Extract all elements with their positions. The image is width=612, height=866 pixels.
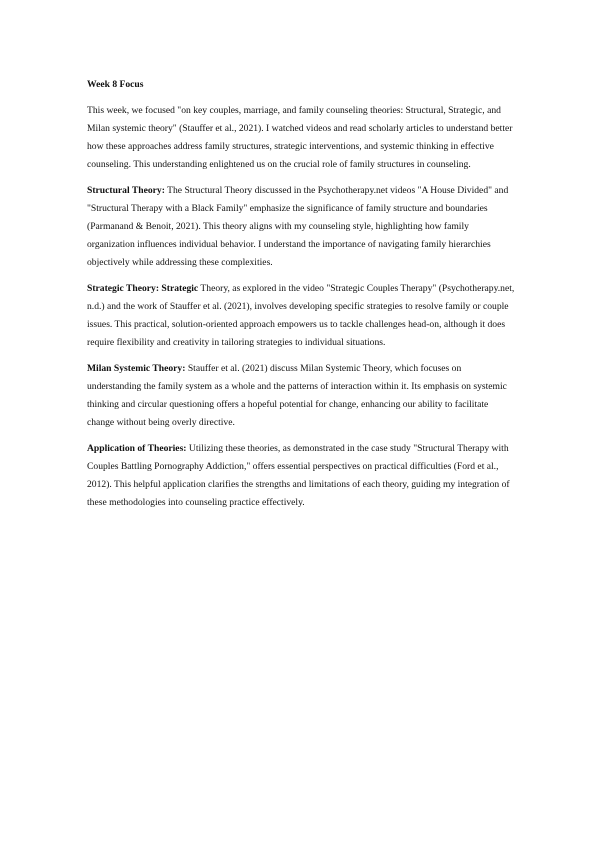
structural-theory-body: The Structural Theory discussed in the Psychotherapy.net videos "A House Divided" and "Structural Therapy with a Black Family" emphasize the significance of family structure and boundaries (Parmanand & Benoit, 2021). This theory aligns with my counseling style, highlighting how family organization influences individual behavior. I understand the importance of navigating family hierarchies objectively while addressing these complexities. (87, 185, 509, 268)
strategic-theory-body: Theory, as explored in the video "Strategic Couples Therapy" (Psychotherapy.net, n.d.) and the work of Stauffer et al. (2021), involves developing specific strategies to resolve family or couple issues. This practical, solution-oriented approach empowers us to tackle challenges head-on, although it does require flexibility and creativity in tailoring strategies to individual situations. (87, 283, 515, 348)
milan-systemic-theory-heading: Milan Systemic Theory: (87, 363, 186, 374)
application-of-theories-body: Utilizing these theories, as demonstrated in the case study "Structural Therapy with Couples Battling Pornography Addiction," offers essential perspectives on practical difficulties (Ford et al., 2012). This helpful application clarifies the strengths and limitations of each theory, guiding my integration of these methodologies into counseling practice effectively. (87, 443, 510, 508)
intro-paragraph: This week, we focused "on key couples, marriage, and family counseling theories: Structural, Strategic, and Milan systemic theory" (Stauffer et al., 2021). I watched videos and read scholarly articles to understand better how these approaches address family structures, strategic interventions, and systemic thinking in effective counseling. This understanding enlightened us on the crucial role of family structures in counseling. (87, 105, 513, 170)
structural-theory-paragraph (87, 182, 517, 272)
milan-systemic-theory-paragraph (87, 360, 517, 432)
strategic-theory-heading: Strategic Theory: Strategic (87, 283, 199, 294)
structural-theory-heading: Structural Theory: (87, 185, 165, 196)
application-of-theories-paragraph (87, 440, 517, 512)
document-body (87, 76, 517, 520)
application-of-theories-heading: Application of Theories: (87, 443, 187, 454)
document-title: Week 8 Focus (87, 79, 144, 90)
strategic-theory-paragraph (87, 280, 517, 352)
milan-systemic-theory-body: Stauffer et al. (2021) discuss Milan Systemic Theory, which focuses on understanding the family system as a whole and the patterns of interaction within it. Its emphasis on systemic thinking and circular questioning offers a hopeful potential for change, enhancing our ability to facilitate change without being overly directive. (87, 363, 507, 428)
